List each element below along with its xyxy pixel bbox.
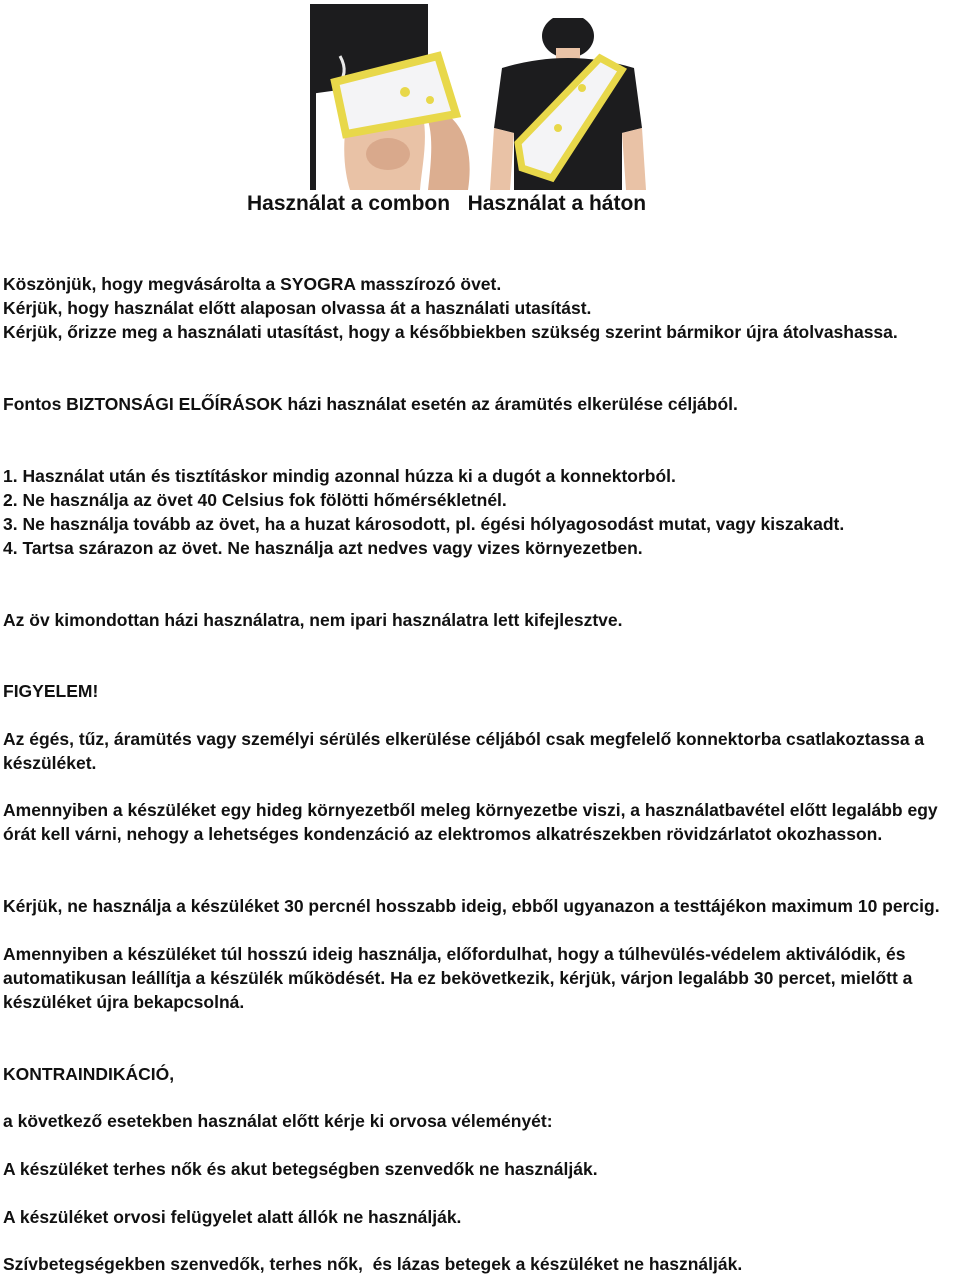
intro-keep-instructions: Kérjük, őrizze meg a használati utasítást, hogy a későbbiekben szükség szerint bármikor újra átolvashassa. [3,322,898,342]
safety-rule: 2. Ne használja az övet 40 Celsius fok fölötti hőmérsékletnél. [3,490,507,510]
warning-paragraph: Kérjük, ne használja a készüléket 30 percnél hosszabb ideig, ebből ugyanazon a testtájékon maximum 10 percig. [3,896,940,916]
photo-captions [247,190,646,218]
home-use-note: Az öv kimondottan házi használatra, nem ipari használatra lett kifejlesztve. [3,610,623,630]
safety-heading: Fontos BIZTONSÁGI ELŐÍRÁSOK házi használat esetén az áramütés elkerülése céljából. [3,394,738,414]
caption-back: Használat a háton [467,192,647,215]
contra-item: A készüléket terhes nők és akut betegségben szenvedők ne használják. [3,1159,598,1179]
safety-rules-list [3,464,958,560]
thigh-usage-photo [310,4,482,190]
safety-rule: 3. Ne használja tovább az övet, ha a huzat károsodott, pl. égési hólyagosodást mutat, vagy kiszakadt. [3,514,845,534]
contra-item: Szívbetegségekben szenvedők, terhes nők, és lázas betegek a készüléket ne használják. [3,1254,743,1274]
safety-rule: 1. Használat után és tisztításkor mindig azonnal húzza ki a dugót a konnektorból. [3,466,676,486]
warning-paragraph: Amennyiben a készüléket túl hosszú ideig használja, előfordulhat, hogy a túlhevülés-védelem aktiválódik, és automatikusan leállítja a készülék működését. Ha ez bekövetkezik, kérjük, várjon legalább 30 percet, mielőtt a készüléket újra bekapcsolná. [3,944,913,1012]
back-usage-photo [482,18,654,190]
warning-paragraph: Az égés, tűz, áramütés vagy személyi sérülés elkerülése céljából csak megfelelő konnektorba csatlakoztassa a készüléket. [3,729,925,773]
warning-paragraph: Amennyiben a készüléket egy hideg környezetből meleg környezetbe viszi, a használatbavétel előtt legalább egy órát kell várni, nehogy a lehetséges kondenzáció az elektromos alkatrészekben rövidzárlatot okozhasson. [3,800,938,844]
contra-title: KONTRAINDIKÁCIÓ, [3,1064,175,1084]
contra-intro: a következő esetekben használat előtt kérje ki orvosa véleményét: [3,1111,553,1131]
intro-read-instructions: Kérjük, hogy használat előtt alaposan olvassa át a használati utasítást. [3,298,592,318]
contra-item: A készüléket orvosi felügyelet alatt állók ne használják. [3,1207,462,1227]
warning-title: FIGYELEM! [3,681,99,701]
intro-block [3,272,958,344]
intro-thanks: Köszönjük, hogy megvásárolta a SYOGRA masszírozó övet. [3,274,502,294]
caption-thigh: Használat a combon [247,192,451,215]
safety-rule: 4. Tartsa szárazon az övet. Ne használja azt nedves vagy vizes környezetben. [3,538,643,558]
